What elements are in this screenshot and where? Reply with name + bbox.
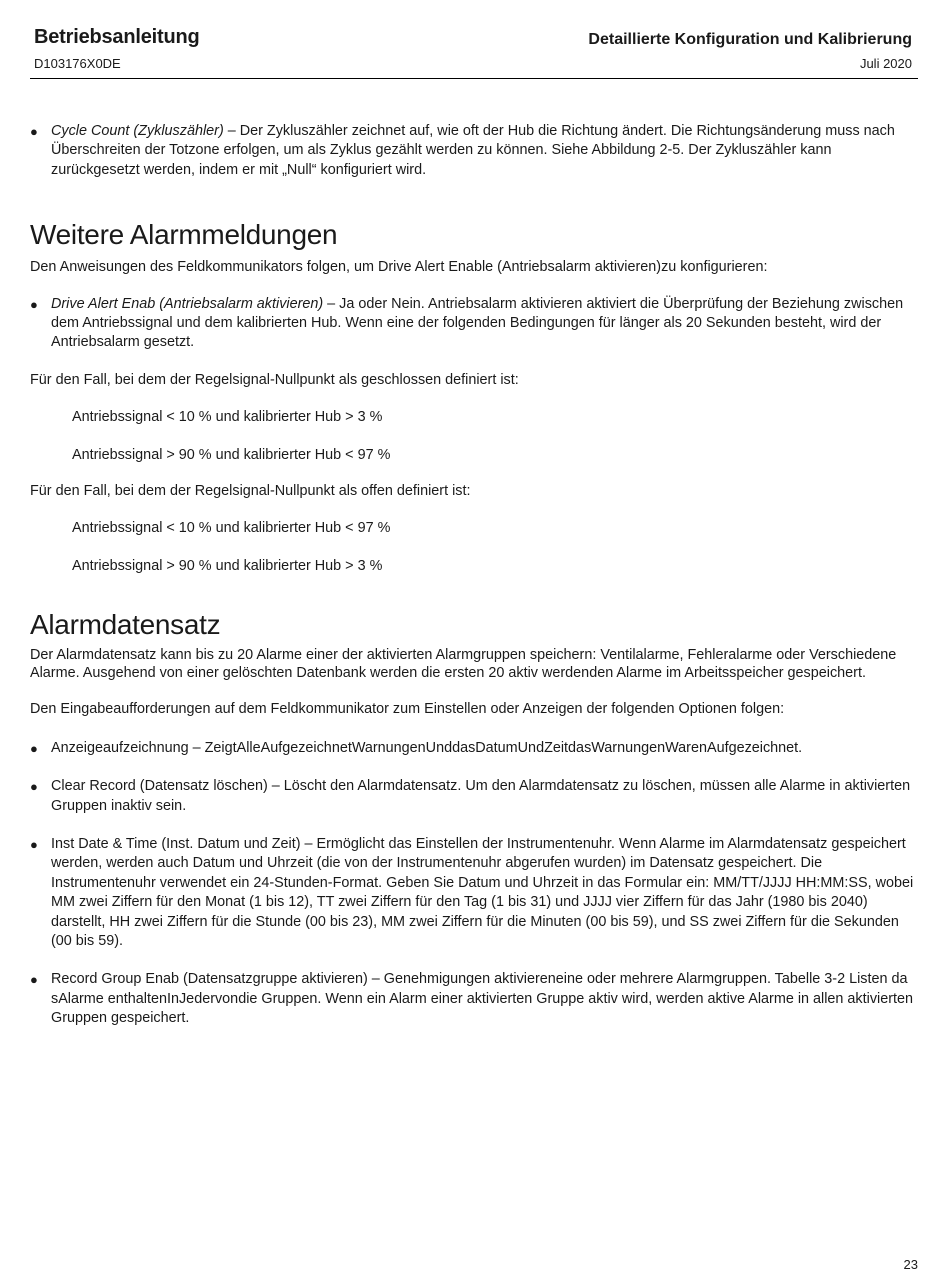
condition-closed-1: Antriebssignal < 10 % und kalibrierter Hub > 3 %: [72, 409, 383, 426]
paragraph-alarms-intro: Den Anweisungen des Feldkommunikators folgen, um Drive Alert Enable (Antriebsalarm aktivieren)zu konfigurieren:: [30, 259, 768, 276]
text-inst-date-time: – Ermöglicht das Einstellen der Instrumentenuhr. Wenn Alarme im Alarmdatensatz gespeichert werden, werden auch Datum und Uhrzeit (die von der Instrumentenuhr abgerufen wurden) im Datensatz gespeichert. Die Instrumentenuhr verwendet ein 24-Stunden-Format. Geben Sie Datum und Uhrzeit in das Formular ein: MM/TT/JJJJ HH:MM:SS, wobei MM zwei Ziffern für den Monat (1 bis 12), TT zwei Ziffern für den Tag (1 bis 31) und JJJJ vier Ziffern für das Jahr (1980 bis 2040) darstellt, HH zwei Ziffern für die Stunde (00 bis 23), MM zwei Ziffern für die Minuten (00 bis 59), und SS zwei Ziffern für die Sekunden (00 bis 59).: [51, 835, 914, 949]
term-clear-record: Clear Record (Datensatz löschen): [51, 778, 268, 795]
term-inst-date-time: Inst Date & Time (Inst. Datum und Zeit): [51, 835, 301, 852]
text-cycle-count: – Der Zykluszähler zeichnet auf, wie oft der Hub die Richtung ändert. Die Richtungsänderung muss nach Überschreiten der Totzone erfolgen, um als Zyklus gezählt werden zu können. Siehe Abbildung 2-5. Der Zykluszähler kann zurückgesetzt werden, indem er mit „Null“ konfiguriert wird.: [51, 123, 895, 178]
paragraph-record-intro: Der Alarmdatensatz kann bis zu 20 Alarme einer der aktivierten Alarmgruppen speichern: Ventilalarme, Fehleralarme oder Verschiedene Alarme. Ausgehend von einer gelöschten Datenbank werden die ersten 20 aktiv werdenden Alarme im Arbeitsspeicher gespeichert.: [30, 647, 897, 682]
text-record-group: – Genehmigungen aktiviereneine oder mehrere Alarmgruppen. Tabelle 3-2 Listen da sAlarme enthaltenInJedervondie Gruppen. Wenn ein Alarm einer aktivierten Gruppe aktiv wird, werden aktive Alarme in allen aktivierten Gruppen gespeichert.: [51, 971, 914, 1027]
bullet-record-group: [30, 970, 915, 1028]
text-anzeigeaufzeichnung: – ZeigtAlleAufgezeichnetWarnungenUnddasDatumUndZeitdasWarnungenWarenAufgezeichnet.: [188, 739, 803, 756]
text-clear-record: – Löscht den Alarmdatensatz. Um den Alarmdatensatz zu löschen, müssen alle Alarme in aktivierten Gruppen inaktiv sein.: [51, 778, 911, 814]
bullet-dot-icon: ●: [30, 836, 38, 852]
condition-open-2: Antriebssignal > 90 % und kalibrierter Hub > 3 %: [72, 557, 383, 574]
document-id: D103176X0DE: [34, 56, 121, 71]
bullet-dot-icon: ●: [30, 972, 38, 988]
heading-alarmdatensatz: Alarmdatensatz: [30, 609, 221, 641]
text-drive-alert: – Ja oder Nein. Antriebsalarm aktivieren aktiviert die Überprüfung der Beziehung zwischen dem Antriebssignal und dem kalibrierten Hub. Wenn eine der folgenden Bedingungen für länger als 20 Sekunden besteht, wird der Antriebsalarm gesetzt.: [51, 295, 904, 351]
term-drive-alert: Drive Alert Enab (Antriebsalarm aktivieren): [51, 295, 324, 312]
bullet-inst-date-time: [30, 835, 915, 951]
page-content: [30, 122, 915, 1029]
page-number: 23: [903, 1257, 918, 1272]
bullet-dot-icon: ●: [30, 779, 38, 795]
bullet-dot-icon: ●: [30, 124, 38, 139]
heading-weitere-alarmmeldungen: Weitere Alarmmeldungen: [30, 219, 338, 251]
bullet-anzeigeaufzeichnung: [30, 739, 915, 758]
bullet-cycle-count: [30, 122, 915, 180]
term-record-group: Record Group Enab (Datensatzgruppe aktivieren): [51, 971, 368, 988]
bullet-dot-icon: ●: [30, 740, 38, 756]
bullet-dot-icon: ●: [30, 296, 38, 312]
condition-closed-2: Antriebssignal > 90 % und kalibrierter Hub < 97 %: [72, 446, 391, 463]
bullet-drive-alert: [30, 295, 915, 353]
document-date: Juli 2020: [859, 56, 912, 71]
term-cycle-count: Cycle Count (Zykluszähler): [51, 123, 224, 139]
paragraph-open-intro: Für den Fall, bei dem der Regelsignal-Nullpunkt als offen definiert ist:: [30, 483, 471, 500]
term-anzeigeaufzeichnung: Anzeigeaufzeichnung: [51, 739, 189, 756]
page-header: [30, 26, 918, 79]
paragraph-closed-intro: Für den Fall, bei dem der Regelsignal-Nullpunkt als geschlossen definiert ist:: [30, 371, 519, 388]
chapter-title: Detaillierte Konfiguration und Kalibrierung: [588, 31, 912, 48]
paragraph-record-prompt: Den Eingabeaufforderungen auf dem Feldkommunikator zum Einstellen oder Anzeigen der folgenden Optionen folgen:: [30, 701, 785, 718]
document-title: Betriebsanleitung: [34, 26, 200, 48]
condition-open-1: Antriebssignal < 10 % und kalibrierter Hub < 97 %: [72, 520, 391, 537]
bullet-clear-record: [30, 777, 915, 816]
